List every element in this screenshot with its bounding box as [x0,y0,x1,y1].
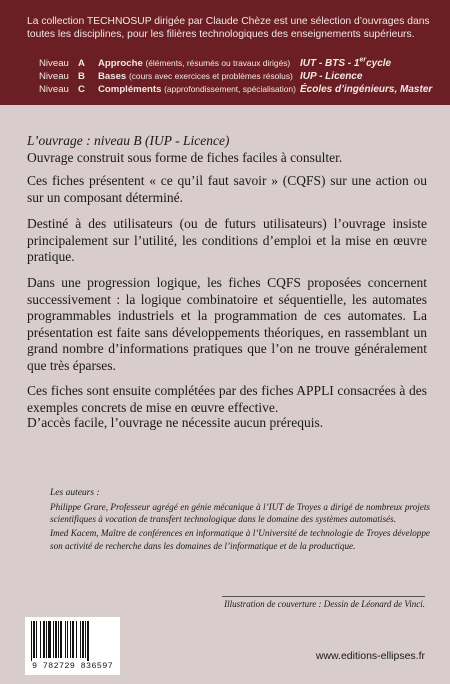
level-name [98,57,290,70]
author-bio: Imed Kacem, Maître de conférences en informatique à l’Université de technologie de Troyes développe son activité de recherche dans les domaines de l’informatique et de la productique. [50,528,430,551]
description-paragraph: D’accès facile, l’ouvrage ne nécessite aucun prérequis. [27,415,324,430]
barcode-bar [53,621,54,658]
level-letter: A [78,58,85,69]
level-label: Niveau [39,71,69,82]
level-letter: C [78,84,85,95]
level-label: Niveau [39,84,69,95]
isbn-barcode [25,617,120,675]
author-bio: Philippe Grare, Professeur agrégé en génie mécanique à l’IUT de Troyes a dirigé de nombreux projets scientifiques à vocation de transfert technologique dans le domaine des systèmes automatisés. [50,502,430,525]
barcode-bar [40,621,41,658]
description-paragraph: Ces fiches sont ensuite complétées par des fiches APPLI consacrées à des exemples concrets de mise en œuvre effective. [27,383,427,415]
description-paragraph: Ouvrage construit sous forme de fiches faciles à consulter. [27,150,343,165]
level-detail: (cours avec exercices et problèmes résolus) [128,71,293,81]
authors-title: Les auteurs : [50,488,100,498]
barcode-bar [87,621,89,661]
level-target-text: Écoles d’ingénieurs, Master [300,84,433,95]
description-paragraph: Destiné à des utilisateurs (ou de futurs utilisateurs) l’ouvrage insiste principalement sur l’utilité, les conditions d’emploi et la mise en œuvre pratique. [27,216,427,264]
barcode-bar [58,621,59,658]
credit-divider [222,596,425,597]
barcode-bar [72,621,74,658]
collection-header [0,0,450,105]
description-paragraph: Ces fiches présentent « ce qu’il faut savoir » (CQFS) sur une action ou sur un composant déterminé. [27,173,427,205]
level-detail: (éléments, résumés ou travaux dirigés) [145,58,291,68]
publisher-website: www.editions-ellipses.fr [315,650,425,662]
barcode-bar [60,621,62,658]
level-row-b [0,70,450,83]
level-name [98,83,296,96]
level-detail: (approfondissement, spécialisation) [164,84,296,94]
barcode-bars [29,621,116,661]
barcode-bar [82,621,84,658]
level-label: Niveau [39,58,69,69]
level-row-a [0,57,450,70]
barcode-bar [31,621,32,661]
description-paragraph: Dans une progression logique, les fiches CQFS proposées concernent successivement : la logique combinatoire et séquentielle, les automates programmables industriels et la programmation de ces automates. La présentation est faite sans développements théoriques, en rassemblant un grand nombre d’informations pratiques que l’on ne trouve généralement que très éparses. [27,275,427,373]
barcode-bar [70,621,71,658]
barcode-bar [36,621,37,658]
barcode-bar [55,621,57,658]
barcode-bar [80,621,81,658]
level-name [98,70,293,83]
level-target-sup: er [359,56,367,64]
illustration-credit: Illustration de couverture : Dessin de Léonard de Vinci. [224,599,425,609]
level-name-text: Approche [98,58,143,69]
level-target [300,57,391,70]
level-letter: B [78,71,85,82]
level-row-c [0,83,450,96]
barcode-bar [43,621,45,658]
level-target-text: IUP - Licence [300,71,363,82]
barcode-bar [48,621,51,658]
level-target-text: IUT - BTS - 1 [300,58,360,69]
barcode-bar [67,621,68,658]
barcode-bar [65,621,66,658]
barcode-bar [46,621,47,658]
level-name-text: Compléments [98,84,162,95]
level-name-text: Bases [98,71,127,82]
level-target [300,83,432,96]
level-target-end: cycle [366,58,392,69]
authors-section [50,488,430,552]
collection-description: La collection TECHNOSUP dirigée par Claude Chèze est une sélection d’ouvrages dans toutes les disciplines, pour les filières technologiques des enseignements supérieurs. [27,16,430,40]
barcode-bar [85,621,86,658]
barcode-bar [76,621,77,658]
level-target [300,70,362,83]
barcode-bar [33,621,35,658]
level-heading: L’ouvrage : niveau B (IUP - Licence) [27,133,230,148]
barcode-number: 9 782729 836597 [31,661,113,671]
